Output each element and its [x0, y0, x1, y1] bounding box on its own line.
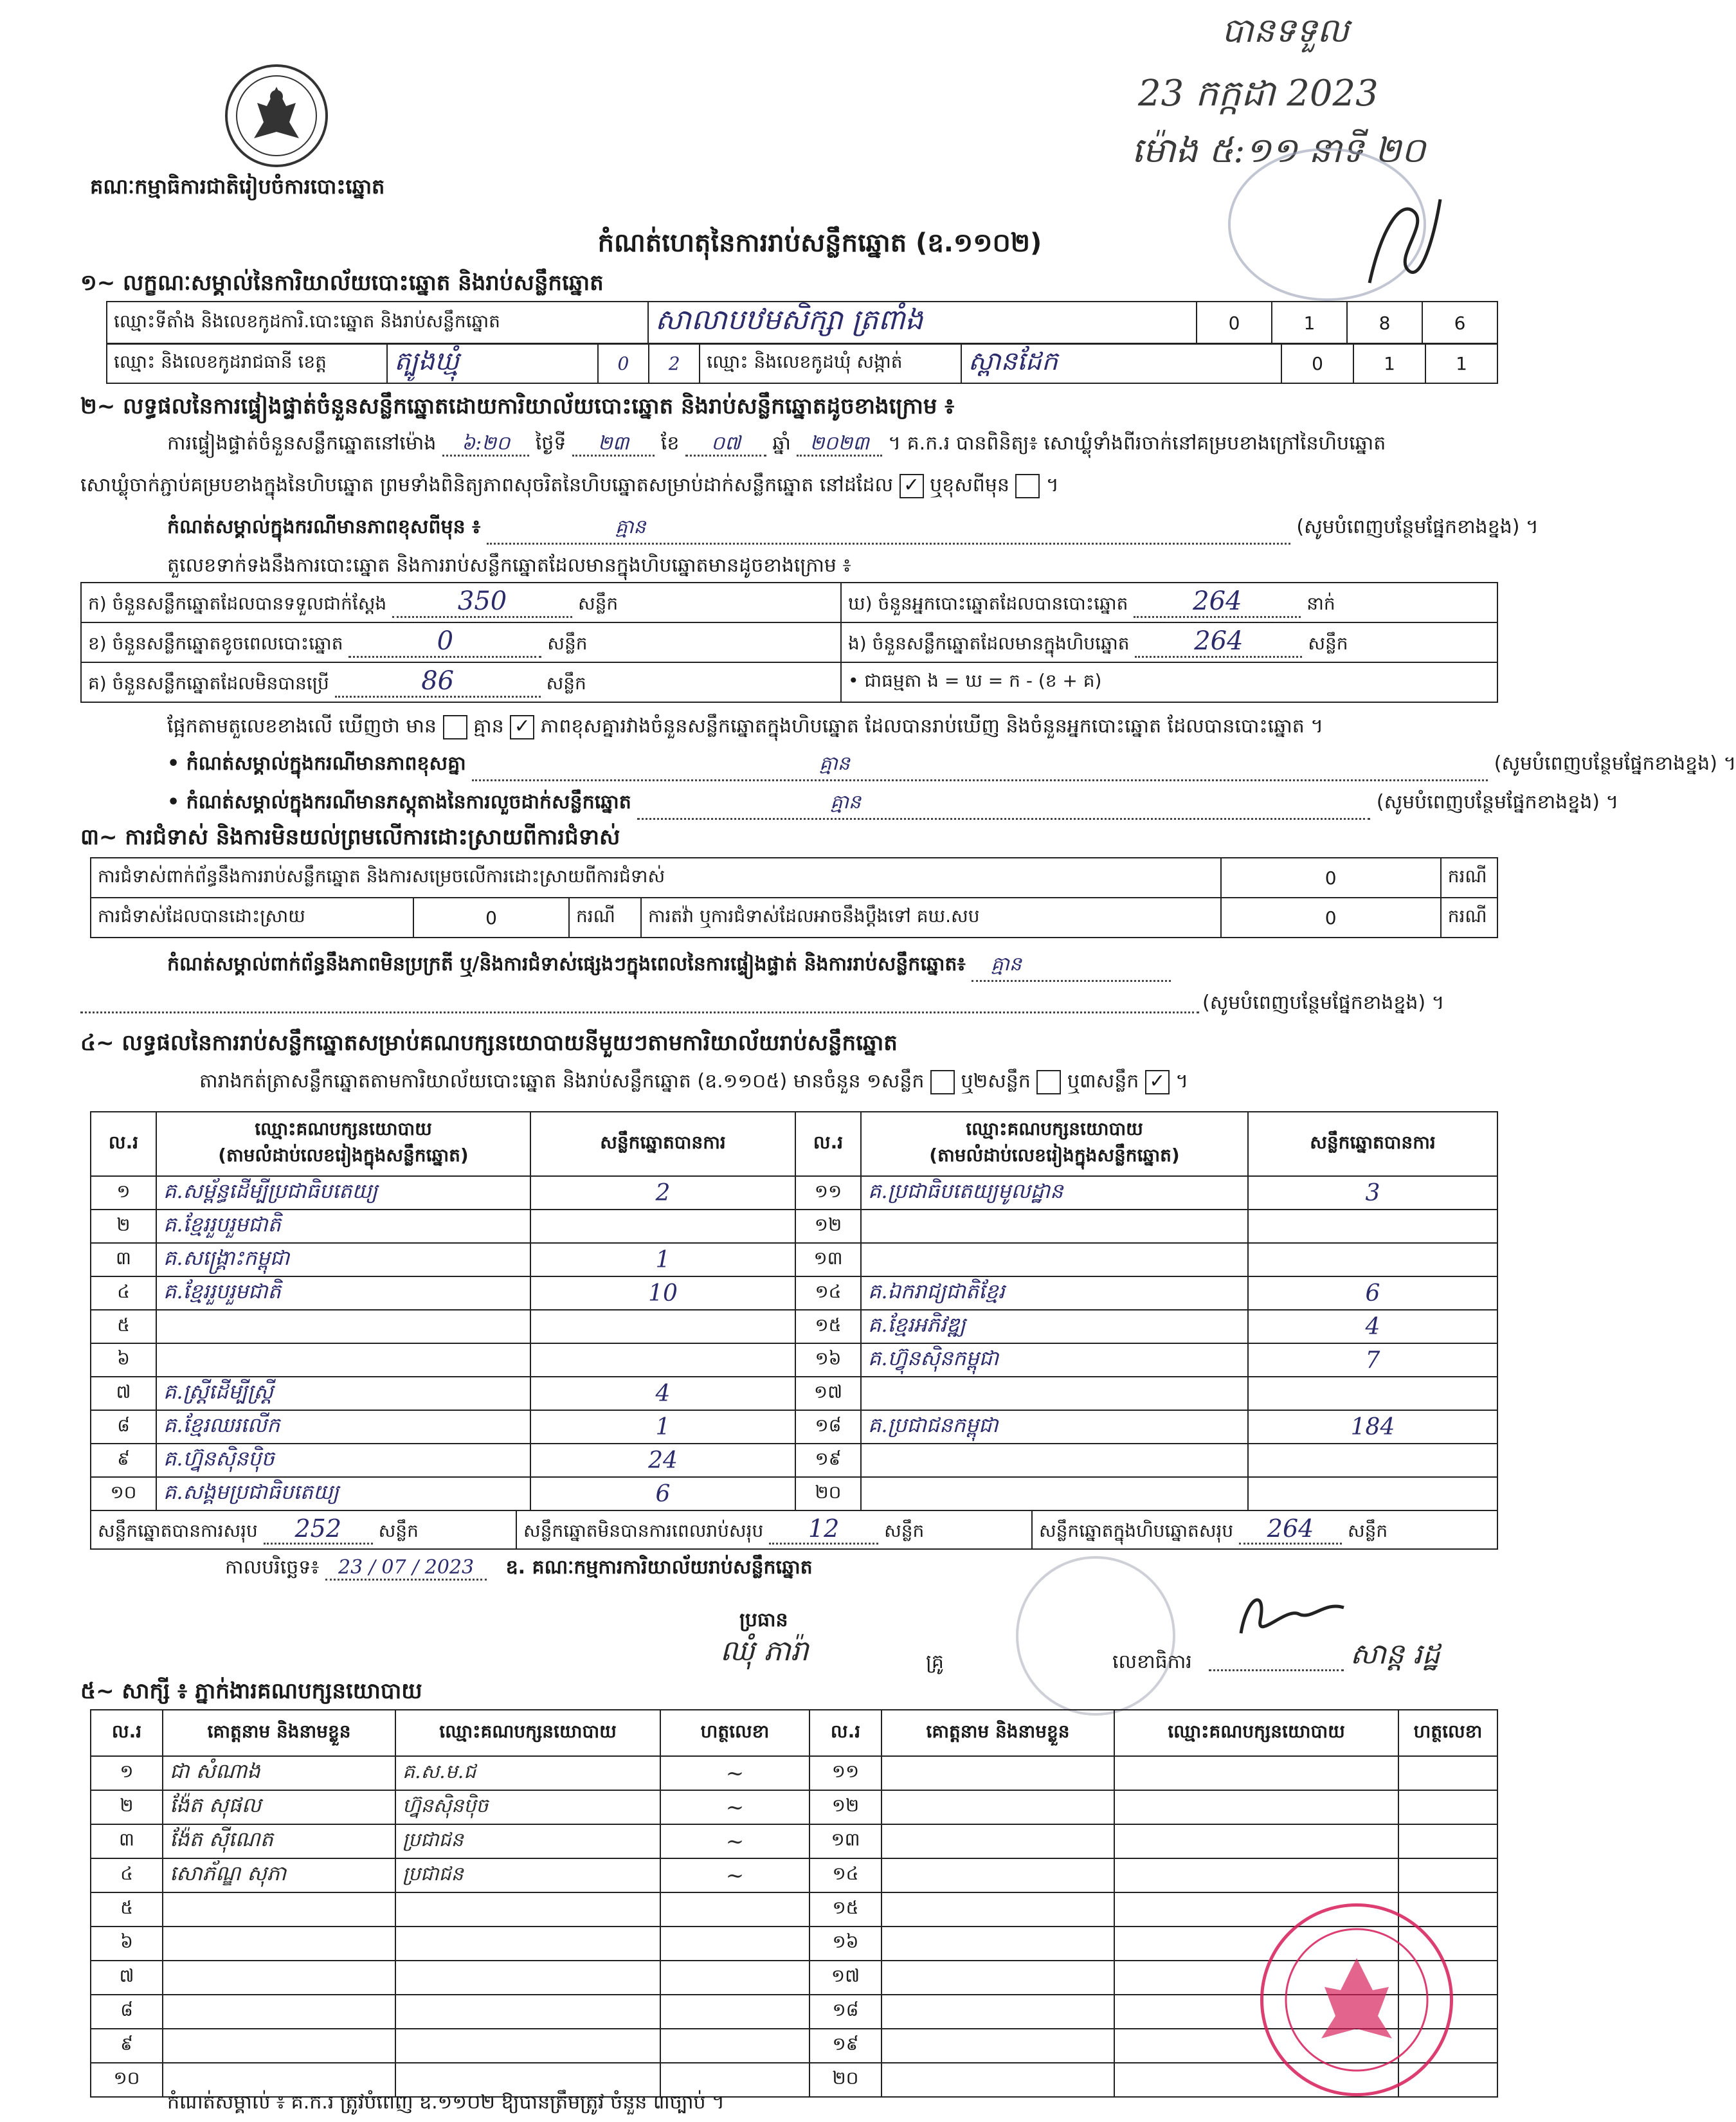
count-label-kha: ខ) ចំនួនសន្លឹកឆ្នោតខូចពេលបោះឆ្នោត	[88, 633, 343, 654]
result-no-right: ១៥	[795, 1310, 861, 1343]
irregular-note-value: គ្មាន	[972, 952, 1171, 982]
count-label-ngo: ង) ចំនួនសន្លឹកឆ្នោតដែលមានក្នុងហិបឆ្នោត	[848, 633, 1130, 654]
diff-note-row	[167, 514, 1539, 545]
station-name: សាលាបឋមសិក្សា ត្រពាំង	[648, 302, 1197, 344]
witness-no-right: ១៩	[809, 2029, 882, 2063]
station-code-2: 1	[1272, 302, 1347, 344]
witness-name-left: សោភ័ណ្ឌ សុភា	[163, 1858, 395, 1892]
result-no-right: ២០	[795, 1477, 861, 1510]
witness-party-left	[395, 1892, 660, 1927]
result-no-right: ១៣	[795, 1243, 861, 1276]
result-votes-right	[1248, 1477, 1497, 1510]
results-col-party-left-title: ឈ្មោះគណបក្សនយោបាយ	[255, 1118, 432, 1139]
count-unit-ka: សន្លឹក	[577, 593, 619, 614]
witness-name-right	[882, 2029, 1114, 2063]
bullet2-hint: (សូមបំពេញបន្ថែមផ្នែកខាងខ្នង) ។	[1376, 791, 1619, 813]
org-name: គណៈកម្មាធិការជាតិរៀបចំការបោះឆ្នោត	[90, 174, 385, 199]
total-box-label: សន្លឹកឆ្នោតក្នុងហិបឆ្នោតសរុប	[1039, 1519, 1234, 1541]
irregular-note-label: កំណត់សម្គាល់ពាក់ព័ន្ធនឹងភាពមិនប្រក្រតី ឬ/និងការជំទាស់ផ្សេងៗក្នុងពេលនៃការផ្ទៀងផ្ទាត់ និងការរាប់សន្លឹកឆ្នោត៖	[167, 953, 966, 975]
witness-sign-right	[1398, 1858, 1497, 1892]
witness-name-left: ង៉ែត ស៊ីណេត	[163, 1824, 395, 1858]
results-col-party-right-sub: (តាមលំដាប់លេខរៀងក្នុងសន្លឹកឆ្នោត)	[929, 1145, 1180, 1166]
station-table	[106, 301, 1498, 345]
verify-text-c: ខែ	[660, 432, 680, 455]
witness-no-right: ១៤	[809, 1858, 882, 1892]
count-value-ngo: 264	[1135, 626, 1302, 658]
result-votes-left: 10	[530, 1276, 795, 1310]
station-code-4: 6	[1422, 302, 1497, 344]
witness-no-left: ៦	[91, 1927, 163, 1961]
result-no-right: ១២	[795, 1210, 861, 1243]
witness-col-party-right: ឈ្មោះគណបក្សនយោបាយ	[1114, 1710, 1398, 1756]
result-no-right: ១១	[795, 1176, 861, 1210]
verify-month: ០៧	[685, 432, 766, 457]
results-row	[91, 1444, 1497, 1477]
total-invalid-cell	[516, 1510, 1032, 1549]
results-col-votes-left: សន្លឹកឆ្នោតបានការ	[530, 1112, 795, 1176]
diff-text-c: ភាពខុសគ្នារវាងចំនួនសន្លឹកឆ្នោតក្នុងហិបឆ្នោត ដែលបានរាប់ឃើញ និងចំនួនអ្នកបោះឆ្នោត ដែលបានបោះឆ្នោត ។	[540, 715, 1324, 738]
witness-sign-left: ~	[660, 1858, 809, 1892]
count-unit-kho: នាក់	[1307, 593, 1335, 614]
count-value-kho: 264	[1134, 586, 1301, 618]
witness-col-sign-left: ហត្ថលេខា	[660, 1710, 809, 1756]
sheet-1-checkbox[interactable]	[930, 1070, 955, 1094]
total-box-unit: សន្លឹក	[1347, 1519, 1388, 1541]
count-value-kha: 0	[348, 626, 541, 658]
witness-party-left	[395, 1927, 660, 1961]
sheet-2-checkbox[interactable]	[1036, 1070, 1061, 1094]
witness-sign-left: ~	[660, 1790, 809, 1824]
witness-name-left	[163, 2029, 395, 2063]
result-party-left: គ.ខ្មែរឈរលើក	[156, 1410, 530, 1444]
nec-emblem	[222, 61, 331, 170]
result-party-left: គ.ខ្មែររួបរួមជាតិ	[156, 1276, 530, 1310]
commune-code-3: 1	[1425, 343, 1497, 383]
witness-sign-left: ~	[660, 1824, 809, 1858]
receipt-note-line3: ម៉ោង ៥:១១ នាទី ២០	[1132, 130, 1426, 170]
result-party-left: គ.ខ្មែររួបរួមជាតិ	[156, 1210, 530, 1243]
result-party-left: គ.សង្គមប្រជាធិបតេយ្យ	[156, 1477, 530, 1510]
results-col-party-left	[156, 1112, 530, 1176]
bullet2-value: គ្មាន	[637, 790, 1370, 820]
result-votes-left: 1	[530, 1410, 795, 1444]
count-row-ka	[81, 583, 841, 622]
diff-no-checkbox[interactable]: ✓	[510, 715, 534, 739]
date-label: កាលបរិច្ឆេទ៖	[225, 1556, 320, 1579]
verify-line2	[80, 473, 1059, 501]
witness-no-right: ១៦	[809, 1927, 882, 1961]
witness-no-left: ១	[91, 1756, 163, 1790]
bullet2-label: • កំណត់សម្គាល់ក្នុងករណីមានភស្តុតាងនៃការលួចដាក់សន្លឹកឆ្នោត	[167, 791, 631, 813]
results-row	[91, 1410, 1497, 1444]
verify-year: ២០២៣	[797, 432, 882, 457]
witness-no-right: ១៨	[809, 1995, 882, 2029]
witness-col-party-left: ឈ្មោះគណបក្សនយោបាយ	[395, 1710, 660, 1756]
result-votes-left	[530, 1343, 795, 1377]
count-row-kho	[841, 583, 1497, 622]
count-row-kha	[81, 622, 841, 662]
witness-no-left: ៥	[91, 1892, 163, 1927]
irregular-note-hint: (សូមបំពេញបន្ថែមផ្នែកខាងខ្នង) ។	[1202, 992, 1445, 1014]
receipt-note-line2: 23 កក្កដា 2023	[1138, 73, 1379, 114]
witness-no-left: ៩	[91, 2029, 163, 2063]
results-row	[91, 1343, 1497, 1377]
total-valid-unit: សន្លឹក	[378, 1519, 419, 1541]
nec-red-stamp	[1260, 1903, 1453, 2096]
secretary-dots	[1209, 1665, 1344, 1671]
intact-checkbox[interactable]: ✓	[900, 474, 924, 498]
total-invalid-label: សន្លឹកឆ្នោតមិនបានការពេលរាប់សរុប	[523, 1519, 764, 1541]
form-title: កំណត់ហេតុនៃការរាប់សន្លឹកឆ្នោត (ឧ.១១០២)	[597, 228, 1042, 258]
witness-no-left: ៣	[91, 1824, 163, 1858]
count-formula: • ជាធម្មតា ង = ឃ = ក - (ខ + គ)	[841, 662, 1497, 702]
witness-party-left: ប្រជាជន	[395, 1824, 660, 1858]
diff-note-value: គ្មាន	[487, 514, 1290, 545]
witness-name-left	[163, 1961, 395, 1995]
witness-col-name-left: គោត្តនាម និងនាមខ្លួន	[163, 1710, 395, 1756]
result-no-right: ១៤	[795, 1276, 861, 1310]
irregular-note-row	[167, 952, 1171, 982]
witness-name-right	[882, 1892, 1114, 1927]
verify-text-d: ឆ្នាំ	[772, 432, 791, 455]
resolved-label: ការជំទាស់ដែលបានដោះស្រាយ	[91, 898, 413, 938]
province-code-2: 2	[649, 343, 700, 383]
verify-time: ៦:២០	[442, 432, 529, 457]
witness-sign-left	[660, 1892, 809, 1927]
section2-title: ២~ លទ្ធផលនៃការផ្ទៀងផ្ទាត់ចំនួនសន្លឹកឆ្នោតដោយការិយាល័យបោះឆ្នោត និងរាប់សន្លឹកឆ្នោតដូចខាងក្រោម ៖	[80, 394, 955, 419]
result-votes-right: 7	[1248, 1343, 1497, 1377]
results-col-party-right	[861, 1112, 1248, 1176]
total-invalid-unit: សន្លឹក	[884, 1519, 925, 1541]
diff-line	[167, 714, 1323, 742]
result-no-left: ៣	[91, 1243, 156, 1276]
witness-sign-left	[660, 1961, 809, 1995]
witness-name-right	[882, 1790, 1114, 1824]
verify-text-p2b: ឬខុសពីមុន	[930, 474, 1009, 496]
result-no-left: ២	[91, 1210, 156, 1243]
result-party-right: គ.ប្រជាធិបតេយ្យមូលដ្ឋាន	[861, 1176, 1248, 1210]
witness-name-right	[882, 1961, 1114, 1995]
result-party-left: គ.ស្ត្រីដើម្បីស្ត្រី	[156, 1377, 530, 1410]
count-row-ko	[81, 662, 841, 702]
appeal-unit: ករណី	[1441, 898, 1497, 938]
total-valid-label: សន្លឹកឆ្នោតបានការសរុប	[98, 1519, 258, 1541]
witness-sign-left	[660, 1927, 809, 1961]
witness-no-right: ១៣	[809, 1824, 882, 1858]
witness-party-left: ហ្វ៊ុនស៊ិនប៉ិច	[395, 1790, 660, 1824]
diff-text-a: ផ្អែកតាមតួលេខខាងលើ ឃើញថា មាន	[167, 715, 437, 738]
result-party-right: គ.ខ្មែរអភិវឌ្ឍ	[861, 1310, 1248, 1343]
count-unit-ko: សន្លឹក	[546, 673, 586, 694]
result-party-left: គ.សង្គ្រោះកម្ពុជា	[156, 1243, 530, 1276]
result-party-right	[861, 1210, 1248, 1243]
total-box-value: 264	[1239, 1514, 1342, 1545]
witness-no-right: ១៥	[809, 1892, 882, 1927]
witness-no-right: ១៧	[809, 1961, 882, 1995]
result-party-right: គ.ឯករាជ្យជាតិខ្មែរ	[861, 1276, 1248, 1310]
results-col-party-left-sub: (តាមលំដាប់លេខរៀងក្នុងសន្លឹកឆ្នោត)	[218, 1145, 469, 1166]
result-no-right: ១៧	[795, 1377, 861, 1410]
sheet-count-row: តារាងកត់ត្រាសន្លឹកឆ្នោតតាមការិយាល័យបោះឆ្នោត និងរាប់សន្លឹកឆ្នោត (ឧ.១១០៥) មានចំនួន ១សន្លឹក ឬ២សន្លឹក ឬ៣សន្លឹក ✓ ។	[199, 1069, 1188, 1097]
result-votes-left: 6	[530, 1477, 795, 1510]
witness-no-right: ១២	[809, 1790, 882, 1824]
results-row	[91, 1243, 1497, 1276]
witness-name-right	[882, 1927, 1114, 1961]
receipt-note-line1: បានទទួល	[1222, 12, 1350, 50]
result-votes-right	[1248, 1210, 1497, 1243]
diff-yes-checkbox[interactable]	[443, 715, 467, 739]
result-no-left: ១	[91, 1176, 156, 1210]
result-party-right	[861, 1243, 1248, 1276]
sheet-text-b: ឬ២សន្លឹក	[961, 1070, 1031, 1093]
diff-text-b: គ្មាន	[473, 715, 504, 738]
bullet1-label: • កំណត់សម្គាល់ក្នុងករណីមានភាពខុសគ្នា	[167, 752, 466, 775]
witness-name-right	[882, 1995, 1114, 2029]
count-unit-ngo: សន្លឹក	[1308, 633, 1348, 654]
secretary-name: សាន្ត រដ្ឋ	[1350, 1638, 1440, 1671]
commune-name: ស្ពានដែក	[961, 343, 1281, 383]
witness-name-left	[163, 1995, 395, 2029]
result-party-left: គ.សម្ព័ន្ធដើម្បីប្រជាធិបតេយ្យ	[156, 1176, 530, 1210]
witness-no-left: ៤	[91, 1858, 163, 1892]
witness-sign-left: ~	[660, 1756, 809, 1790]
sheet-text-c: ឬ៣សន្លឹក	[1067, 1070, 1139, 1093]
verify-text-p2c: ។	[1046, 474, 1059, 496]
total-invalid-value: 12	[769, 1514, 878, 1545]
count-value-ko: 86	[335, 666, 541, 698]
commune-label: ឈ្មោះ និងលេខកូដឃុំ សង្កាត់	[700, 343, 961, 383]
witness-party-left	[395, 1995, 660, 2029]
committee-stamp	[1016, 1556, 1175, 1716]
witness-name-right	[882, 1858, 1114, 1892]
witness-row	[91, 1790, 1497, 1824]
witness-name-right	[882, 1824, 1114, 1858]
date-value: 23 / 07 / 2023	[325, 1556, 487, 1581]
result-no-left: ៥	[91, 1310, 156, 1343]
result-party-left	[156, 1310, 530, 1343]
count-row-ngo	[841, 622, 1497, 662]
date-row	[225, 1555, 813, 1583]
result-votes-right: 3	[1248, 1176, 1497, 1210]
witness-no-right: ២០	[809, 2063, 882, 2097]
results-table	[90, 1111, 1498, 1511]
witness-party-right	[1114, 1790, 1398, 1824]
station-code-1: 0	[1197, 302, 1272, 344]
result-votes-right	[1248, 1377, 1497, 1410]
verify-text-a: ការផ្ទៀងផ្ទាត់ចំនួនសន្លឹកឆ្នោតនៅម៉ោង	[167, 432, 437, 455]
irregular-note-line2	[80, 993, 1199, 1013]
sheet-3-checkbox[interactable]: ✓	[1145, 1070, 1170, 1094]
secretary-signature	[1234, 1582, 1350, 1655]
verify-day: ២៣	[572, 432, 655, 457]
count-unit-kha: សន្លឹក	[547, 633, 588, 654]
results-row	[91, 1310, 1497, 1343]
result-no-left: ៦	[91, 1343, 156, 1377]
result-votes-left	[530, 1210, 795, 1243]
footer-note: កំណត់សម្គាល់ ៖ គ.ក.រ ត្រូវបំពេញ ឧ.១១០២ ឱ្យបានត្រឹមត្រូវ ចំនួន ៣ច្បាប់ ។	[167, 2091, 725, 2114]
witness-no-right: ១១	[809, 1756, 882, 1790]
verify-text-b: ថ្ងៃទី	[535, 432, 566, 455]
result-no-left: ៤	[91, 1276, 156, 1310]
results-col-votes-right: សន្លឹកឆ្នោតបានការ	[1248, 1112, 1497, 1176]
result-votes-right: 4	[1248, 1310, 1497, 1343]
result-votes-right: 6	[1248, 1276, 1497, 1310]
witness-name-left: ង៉ែត សុផល	[163, 1790, 395, 1824]
member-label: គ្រូ	[926, 1651, 944, 1673]
province-name: ត្បូងឃ្មុំ	[387, 343, 598, 383]
witness-col-no-left: ល.រ	[91, 1710, 163, 1756]
witness-party-left: គ.ស.ម.ជ	[395, 1756, 660, 1790]
result-no-left: ១០	[91, 1477, 156, 1510]
total-box-cell	[1032, 1510, 1497, 1549]
resolved-unit: ករណី	[569, 898, 641, 938]
result-party-right	[861, 1477, 1248, 1510]
witness-row	[91, 1824, 1497, 1858]
result-no-left: ៩	[91, 1444, 156, 1477]
verify-line1	[167, 431, 1386, 459]
results-row	[91, 1210, 1497, 1243]
result-votes-left: 2	[530, 1176, 795, 1210]
commune-code-2: 1	[1353, 343, 1425, 383]
witness-sign-right	[1398, 1756, 1497, 1790]
count-intro: តួលេខទាក់ទងនឹងការបោះឆ្នោត និងការរាប់សន្លឹកឆ្នោតដែលមានក្នុងហិបឆ្នោតមានដូចខាងក្រោម ៖	[167, 554, 851, 577]
witness-party-left: ប្រជាជន	[395, 1858, 660, 1892]
result-votes-left: 4	[530, 1377, 795, 1410]
section3-title: ៣~ ការជំទាស់ និងការមិនយល់ព្រមលើការដោះស្រាយពីការជំទាស់	[80, 824, 620, 850]
result-party-left: គ.ហ្វ៊ុនស៊ិនប៉ិច	[156, 1444, 530, 1477]
witness-col-name-right: គោត្តនាម និងនាមខ្លួន	[882, 1710, 1114, 1756]
commune-code-1: 0	[1281, 343, 1353, 383]
witness-name-left	[163, 1927, 395, 1961]
chair-signature-name: ឈុំ ភារ៉ា	[720, 1635, 809, 1667]
committee-label: ឧ. គណៈកម្មការការិយាល័យរាប់សន្លឹកឆ្នោត	[505, 1556, 813, 1579]
witness-sign-left	[660, 2029, 809, 2063]
station-label: ឈ្មោះទីតាំង និងលេខកូដការិ.បោះឆ្នោត និងរាប់សន្លឹកឆ្នោត	[107, 302, 648, 344]
resolved-value: 0	[413, 898, 569, 938]
result-votes-right: 184	[1248, 1410, 1497, 1444]
witness-no-left: ២	[91, 1790, 163, 1824]
count-label-ka: ក) ចំនួនសន្លឹកឆ្នោតដែលបានទទួលជាក់ស្តែង	[88, 593, 387, 614]
result-party-left	[156, 1343, 530, 1377]
changed-checkbox[interactable]	[1015, 474, 1040, 498]
station-code-3: 8	[1347, 302, 1422, 344]
diff-note-label: កំណត់សម្គាល់ក្នុងករណីមានភាពខុសពីមុន ៖	[167, 516, 481, 538]
witness-party-left	[395, 2029, 660, 2063]
bullet1-hint: (សូមបំពេញបន្ថែមផ្នែកខាងខ្នង) ។	[1494, 752, 1736, 775]
results-row	[91, 1377, 1497, 1410]
results-row	[91, 1276, 1497, 1310]
witness-no-left: ៧	[91, 1961, 163, 1995]
complaint-label: ការជំទាស់ពាក់ព័ន្ធនឹងការរាប់សន្លឹកឆ្នោត និងការសម្រេចលើការដោះស្រាយពីការជំទាស់	[91, 858, 1221, 898]
appeal-value: 0	[1221, 898, 1441, 938]
section5-title: ៥~ សាក្សី ៖ ភ្នាក់ងារគណបក្សនយោបាយ	[80, 1678, 422, 1704]
witness-name-right	[882, 1756, 1114, 1790]
results-col-no-right: ល.រ	[795, 1112, 861, 1176]
results-col-no-left: ល.រ	[91, 1112, 156, 1176]
bullet1-value: គ្មាន	[472, 751, 1488, 781]
bullet2-row	[167, 790, 1619, 820]
witness-row	[91, 1858, 1497, 1892]
result-party-right	[861, 1444, 1248, 1477]
result-party-right	[861, 1377, 1248, 1410]
result-party-right: គ.ប្រជាជនកម្ពុជា	[861, 1410, 1248, 1444]
witness-no-left: ៨	[91, 1995, 163, 2029]
diff-note-hint: (សូមបំពេញបន្ថែមផ្នែកខាងខ្នង) ។	[1296, 516, 1539, 538]
results-row	[91, 1477, 1497, 1510]
total-valid-value: 252	[264, 1514, 373, 1545]
witness-party-right	[1114, 1756, 1398, 1790]
result-votes-left: 24	[530, 1444, 795, 1477]
witness-sign-left	[660, 1995, 809, 2029]
witness-name-left	[163, 1892, 395, 1927]
complaint-table	[90, 857, 1498, 938]
witness-name-right	[882, 2063, 1114, 2097]
sheet-text-a: តារាងកត់ត្រាសន្លឹកឆ្នោតតាមការិយាល័យបោះឆ្នោត និងរាប់សន្លឹកឆ្នោត (ឧ.១១០៥) មានចំនួន ១សន្លឹក	[199, 1070, 925, 1093]
witness-row	[91, 1756, 1497, 1790]
witness-sign-right	[1398, 1824, 1497, 1858]
result-party-right: គ.ហ៊្វុនស៊ិនកម្ពុជា	[861, 1343, 1248, 1377]
count-label-ko: គ) ចំនួនសន្លឹកឆ្នោតដែលមិនបានប្រើ	[88, 673, 329, 694]
witness-party-left	[395, 1961, 660, 1995]
witness-col-sign-right: ហត្ថលេខា	[1398, 1710, 1497, 1756]
bullet1-row	[167, 751, 1736, 781]
result-votes-right	[1248, 1243, 1497, 1276]
section1-title: ១~ លក្ខណៈសម្គាល់នៃការិយាល័យបោះឆ្នោត និងរាប់សន្លឹកឆ្នោត	[80, 270, 604, 296]
verify-text-p2a: សោឃ្លុំចាក់ភ្ជាប់គម្របខាងក្នុងនៃហិបឆ្នោត ព្រមទាំងពិនិត្យភាពសុចរិតនៃហិបឆ្នោតសម្រាប់ដាក់សន្លឹកឆ្នោត នៅដដែល	[80, 474, 894, 496]
count-table	[80, 582, 1498, 703]
province-label: ឈ្មោះ និងលេខកូដរាជធានី ខេត្ត	[107, 343, 387, 383]
result-no-right: ១៩	[795, 1444, 861, 1477]
province-table	[106, 343, 1498, 384]
witness-sign-right	[1398, 1790, 1497, 1824]
province-code-1: 0	[598, 343, 649, 383]
witness-col-no-right: ល.រ	[809, 1710, 882, 1756]
complaint-value: 0	[1221, 858, 1441, 898]
result-votes-right	[1248, 1444, 1497, 1477]
count-label-kho: ឃ) ចំនួនអ្នកបោះឆ្នោតដែលបានបោះឆ្នោត	[848, 593, 1128, 614]
result-no-right: ១៦	[795, 1343, 861, 1377]
secretary-label: លេខាធិការ	[1112, 1651, 1192, 1673]
chair-label: ប្រធាន	[739, 1609, 788, 1631]
result-votes-left	[530, 1310, 795, 1343]
total-valid-cell	[91, 1510, 516, 1549]
results-totals	[90, 1510, 1498, 1550]
results-col-party-right-title: ឈ្មោះគណបក្សនយោបាយ	[966, 1118, 1143, 1139]
result-no-right: ១៨	[795, 1410, 861, 1444]
count-value-ka: 350	[392, 586, 572, 618]
results-row	[91, 1176, 1497, 1210]
witness-name-left: ជា សំណាង	[163, 1756, 395, 1790]
witness-no-left: ១០	[91, 2063, 163, 2097]
result-no-left: ៧	[91, 1377, 156, 1410]
appeal-label: ការតវ៉ា ឬការជំទាស់ដែលអាចនឹងប្តឹងទៅ គឃ.សប	[641, 898, 1221, 938]
result-no-left: ៨	[91, 1410, 156, 1444]
verify-text-e: ។ គ.ក.រ បានពិនិត្យ៖ សោឃ្លុំទាំងពីរចាក់នៅគម្របខាងក្រៅនៃហិបឆ្នោត	[888, 432, 1386, 455]
complaint-unit: ករណី	[1441, 858, 1497, 898]
witness-party-right	[1114, 1824, 1398, 1858]
result-votes-left: 1	[530, 1243, 795, 1276]
witness-party-right	[1114, 1858, 1398, 1892]
section4-title: ៤~ លទ្ធផលនៃការរាប់សន្លឹកឆ្នោតសម្រាប់គណបក្សនយោបាយនីមួយៗតាមការិយាល័យរាប់សន្លឹកឆ្នោត	[80, 1030, 898, 1056]
